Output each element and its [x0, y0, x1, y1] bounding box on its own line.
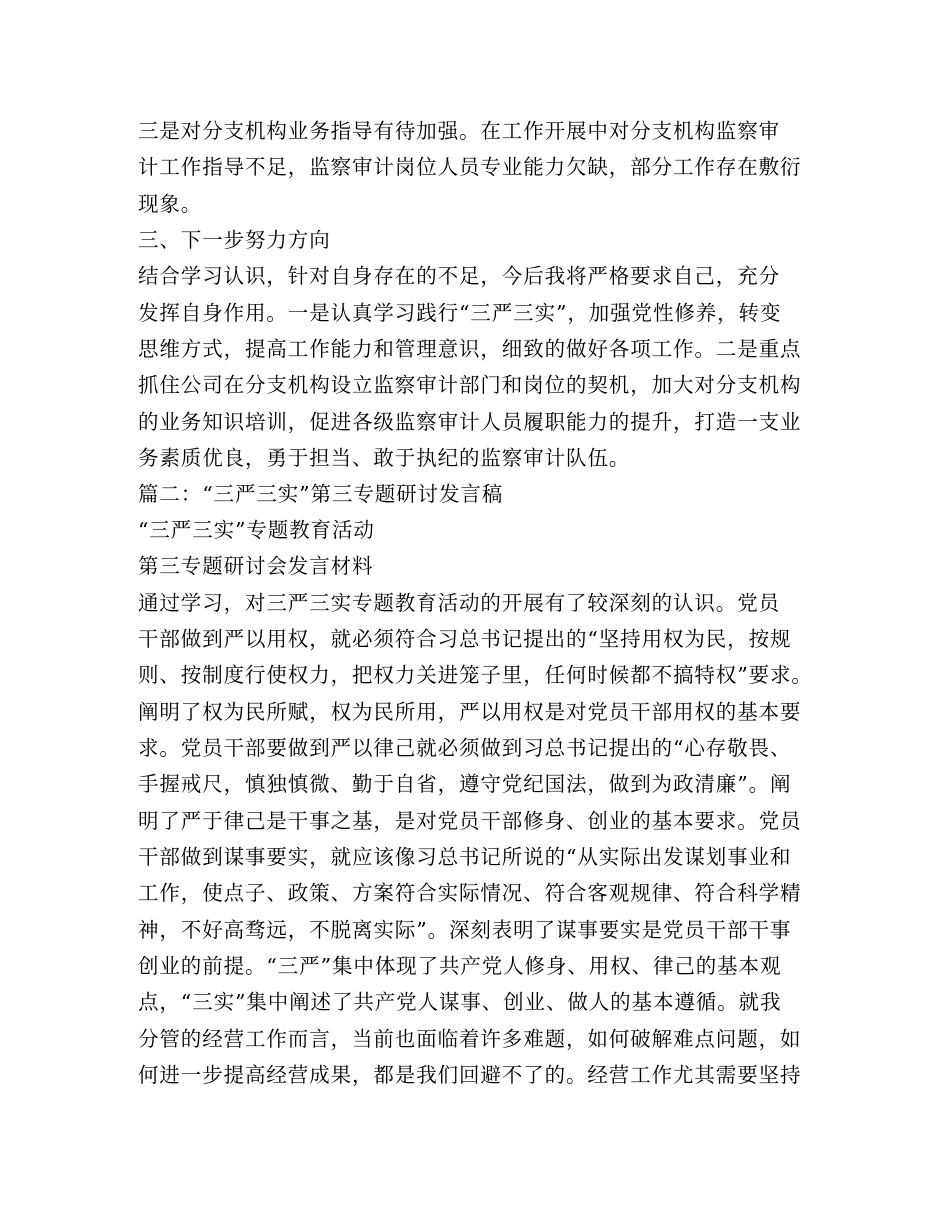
text-line: 干部做到谋事要实，就应该像习总书记所说的“从实际出发谋划事业和 [138, 845, 792, 869]
text-line: 通过学习，对三严三实专题教育活动的开展有了较深刻的认识。党员 [138, 591, 780, 615]
text-line: 点，“三实”集中阐述了共产党人谋事、创业、做人的基本遵循。就我 [138, 990, 782, 1014]
text-line: 手握戒尺，慎独慎微、勤于自省，遵守党纪国法，做到为政清廉”。阐 [138, 772, 792, 796]
text-line: 的业务知识培训，促进各级监察审计人员履职能力的提升，打造一支业 [138, 410, 802, 434]
text-line: 何进一步提高经营成果，都是我们回避不了的。经营工作尤其需要坚持 [138, 1063, 802, 1087]
text-line: 明了严于律己是干事之基，是对党员干部修身、创业的基本要求。党员 [138, 809, 802, 833]
text-line: 工作，使点子、政策、方案符合实际情况、符合客观规律、符合科学精 [138, 881, 802, 905]
text-line: 阐明了权为民所赋，权为民所用，严以用权是对党员干部用权的基本要 [138, 700, 802, 724]
text-line: 则、按制度行使权力，把权力关进笼子里，任何时候都不搞特权”要求。 [138, 663, 813, 687]
text-line: 思维方式，提高工作能力和管理意识，细致的做好各项工作。二是重点 [138, 337, 802, 361]
text-line: 神，不好高骛远，不脱离实际”。深刻表明了谋事要实是党员干部干事 [138, 918, 792, 942]
text-line: 三是对分支机构业务指导有待加强。在工作开展中对分支机构监察审 [138, 119, 780, 143]
text-line: 求。党员干部要做到严以律己就必须做到习总书记提出的“心存敬畏、 [138, 736, 792, 760]
text-line: 创业的前提。“三严”集中体现了共产党人修身、用权、律己的基本观 [138, 954, 782, 978]
text-line: 抓住公司在分支机构设立监察审计部门和岗位的契机，加大对分支机构 [138, 373, 802, 397]
text-line: 计工作指导不足，监察审计岗位人员专业能力欠缺，部分工作存在敷衍 [138, 155, 802, 179]
text-line: 结合学习认识，针对自身存在的不足，今后我将严格要求自己，充分 [138, 264, 780, 288]
section-heading: 三、下一步努力方向 [138, 228, 331, 252]
text-line: 现象。 [138, 192, 203, 216]
subtitle: “三严三实”专题教育活动 [138, 518, 375, 542]
subtitle: 第三专题研讨会发言材料 [138, 554, 374, 578]
text-line: 发挥自身作用。一是认真学习践行“三严三实”，加强党性修养，转变 [138, 301, 782, 325]
text-line: 分管的经营工作而言，当前也面临着许多难题，如何破解难点问题，如 [138, 1027, 802, 1051]
text-line: 干部做到严以用权，就必须符合习总书记提出的“坚持用权为民，按规 [138, 627, 792, 651]
article-title: 篇二：“三严三实”第三专题研讨发言稿 [138, 482, 504, 506]
text-line: 务素质优良，勇于担当、敢于执纪的监察审计队伍。 [138, 446, 631, 470]
